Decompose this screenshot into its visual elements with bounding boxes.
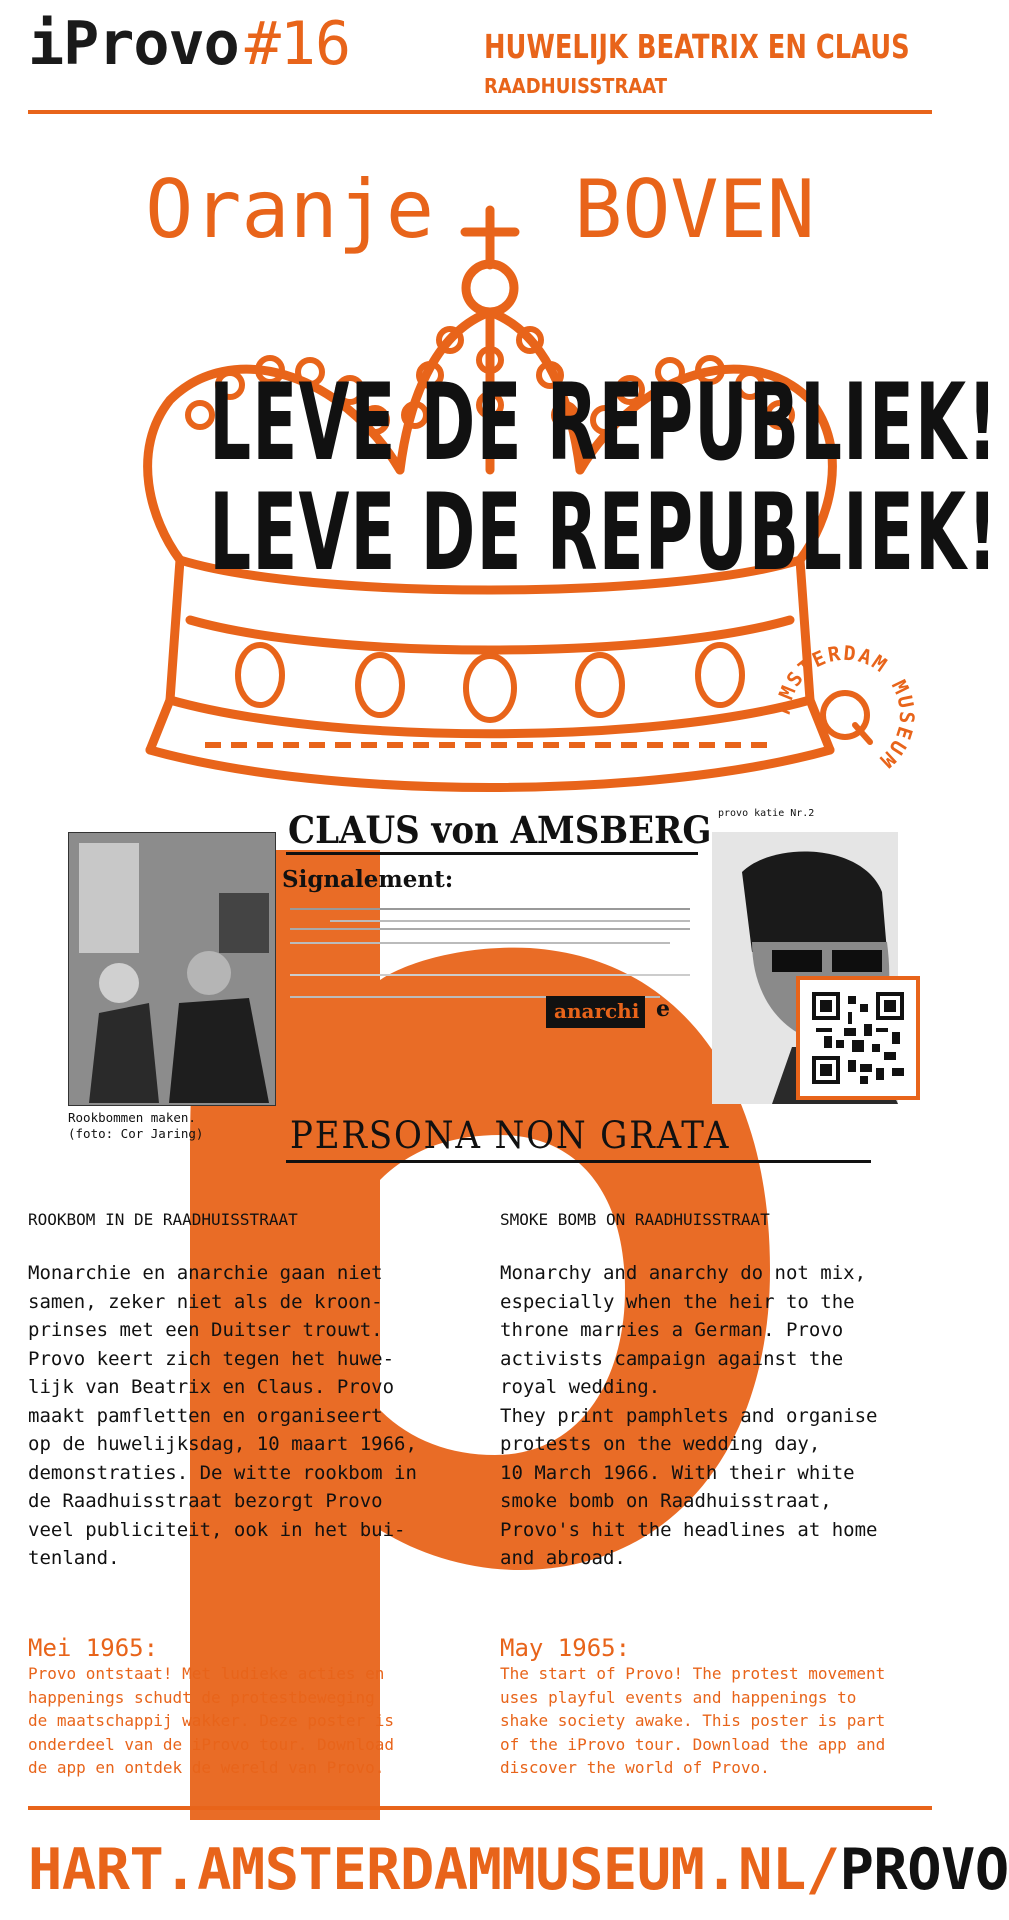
- signalement-label: Signalement:: [282, 866, 454, 893]
- english-footer-title: May 1965:: [500, 1634, 631, 1662]
- anarchie-suffix: e: [656, 996, 670, 1022]
- english-footer-text: The start of Provo! The protest movement uses playful events and happenings to shake society awake. This poster is part of the iProvo tour. Download the app and discover the world of Provo.: [500, 1664, 886, 1777]
- photo-caption: Rookbommen maken. (foto: Cor Jaring): [68, 1110, 204, 1141]
- english-column: [500, 1210, 940, 1573]
- slogan-line-1: LEVE DE REPUBLIEK!: [209, 361, 999, 484]
- brand-title: iProvo #16: [28, 9, 351, 79]
- svg-text:AMSTERDAM MUSEUM: AMSTERDAM MUSEUM: [770, 640, 920, 775]
- dutch-footer-title: Mei 1965:: [28, 1634, 159, 1662]
- page-subtitle: RAADHUISSTRAAT: [484, 74, 668, 98]
- anarchie-label: anarchi: [546, 996, 645, 1028]
- slogan-line-2: LEVE DE REPUBLIEK!: [209, 471, 999, 594]
- pamphlet-title: CLAUS von AMSBERG: [288, 808, 712, 852]
- qr-code[interactable]: [796, 976, 920, 1100]
- pamphlet-rule: [286, 852, 698, 855]
- persona-rule: [286, 1160, 871, 1163]
- dutch-heading: ROOKBOM IN DE RAADHUISSTRAAT: [28, 1210, 298, 1229]
- dutch-body: Monarchie en anarchie gaan niet samen, zeker niet als de kroon- prinses met een Duitser trouwt. Provo keert zich tegen het huwe- lijk van Beatrix en Claus. Provo maakt pamfletten en organiseert op de huwelijksdag, 10 maart 1966, demonstraties. De witte rookbom in de Raadhuisstraat bezorgt Provo veel publiciteit, ook in het bui- tenland.: [28, 1262, 417, 1569]
- photo-smoke-bombs: [68, 832, 276, 1106]
- pamphlet-fine-print: [290, 902, 690, 1004]
- dutch-footer-text: Provo ontstaat! Met ludieke acties en happenings schudt de protestbeweging de maatschappij wakker. Deze poster is onderdeel van de iProvo tour. Download de app en ontdek de wereld van Provo.: [28, 1664, 395, 1777]
- english-footer: [500, 1634, 940, 1780]
- poster-number: #16: [244, 9, 351, 79]
- english-body: Monarchy and anarchy do not mix, especially when the heir to the throne marries a German. Provo activists campaign against the royal wedding. They print pamphlets and organise protests on the wedding day, 10 March 1966. With their white smoke bomb on Raadhuisstraat, Provo's hit the headlines at home and abroad.: [500, 1262, 878, 1569]
- website-url[interactable]: HART.AMSTERDAMMUSEUM.NL/PROVO: [28, 1837, 1009, 1903]
- museum-logo: [770, 640, 920, 790]
- header-divider: [28, 110, 932, 114]
- persona-non-grata: PERSONA NON GRATA: [290, 1114, 731, 1157]
- english-heading: SMOKE BOMB ON RAADHUISSTRAAT: [500, 1210, 770, 1229]
- footer-divider: [28, 1806, 932, 1810]
- dutch-column: [28, 1210, 468, 1573]
- page-title: HUWELIJK BEATRIX EN CLAUS: [484, 27, 910, 66]
- dutch-footer: [28, 1634, 468, 1780]
- oranje-boven-slogan: Oranje BOVEN: [145, 163, 815, 256]
- provokatie-label: provo katie Nr.2: [718, 808, 815, 819]
